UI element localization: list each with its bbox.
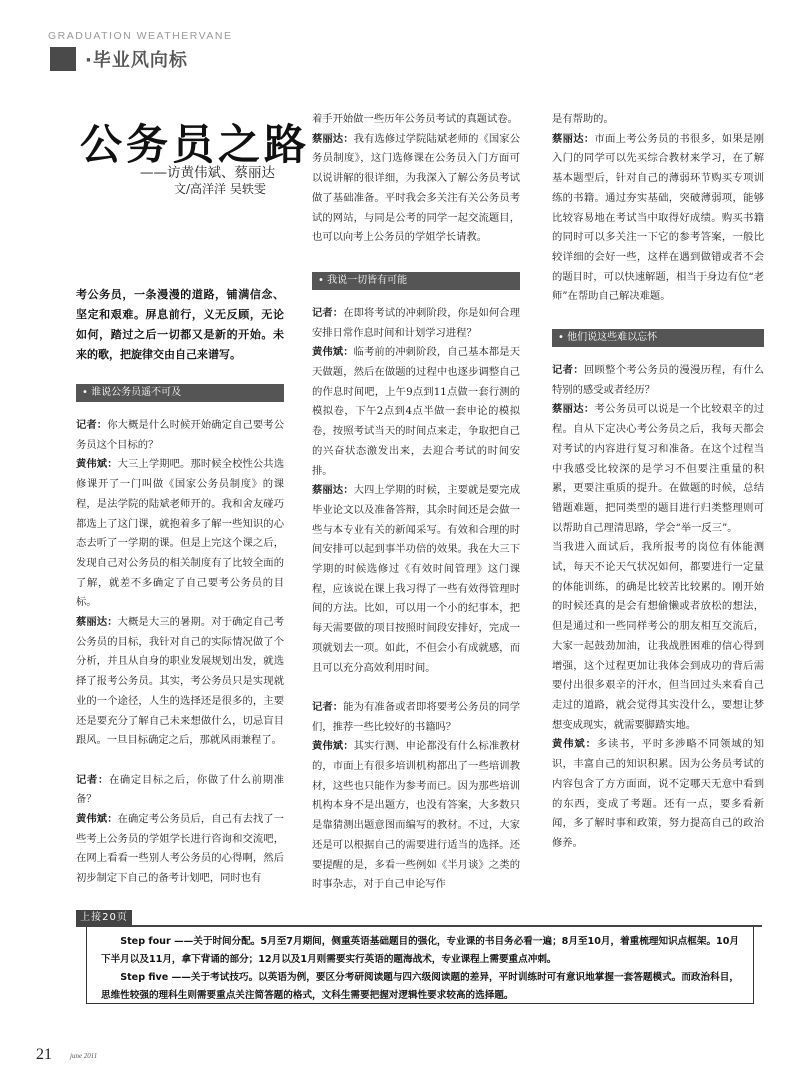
continued-from-tab: 上接20页 bbox=[76, 910, 132, 926]
continued-box bbox=[86, 927, 754, 1004]
paragraph: 着手开始做一些历年公务员考试的真题试卷。 bbox=[312, 113, 518, 125]
paragraph-text: 能为有准备或者即将要考公务员的同学们，推荐一些比较好的书籍吗？ bbox=[312, 700, 521, 733]
paragraph-text: 在确定目标之后，你做了什么前期准备？ bbox=[76, 773, 285, 806]
speaker: 黄伟斌： bbox=[552, 738, 597, 751]
column-2 bbox=[312, 110, 520, 895]
issue-date: june 2011 bbox=[70, 1052, 98, 1060]
speaker: 蔡丽达： bbox=[312, 484, 354, 497]
continued-paragraph: Step four ——关于时间分配。5月至7月期间，侧重英语基础题目的强化，专业课的书目务必看一遍；8月至10月，着重梳理知识点框架。10月下半月以及11月，拿下背诵的部分；12月以及1月则需要实行英语的题海战术，专业课程上需要重点冲刺。 bbox=[101, 936, 739, 965]
paragraph-text: 我有选修过学院陆斌老师的《国家公务员制度》，这门选修课在公务员入门方面可以说讲解的很详细，为我深入了解公务员考试做了基础准备。平时我会多关注有关公务员考试的网站，与同是公考的同学一起交流题目，也可以向考上公务员的学姐学长请教。 bbox=[312, 132, 521, 244]
paragraph bbox=[312, 130, 520, 248]
paragraph-text: 市面上考公务员的书很多，如果是刚入门的同学可以先买综合教材来学习，在了解基本题型后，针对自己的薄弱环节购买专项训练的书籍。通过夯实基础，突破薄弱项，能够比较容易地在考试当中取得好成绩。购买书籍的同时可以多关注一下它的参考答案，一般比较详细的会好一些，这样在遇到做错或者不会的题目时，可以快速解题，相当于身边有位“老师”在帮助自己解决难题。 bbox=[552, 132, 765, 303]
paragraph-text: 大三上学期吧。那时候全校性公共选修课开了一门叫做《国家公务员制度》的课程，是法学院的陆斌老师开的。我和舍友碰巧都选上了这门课，就抱着多了解一些知识的心态去听了一学期的课。但是上完这个课之后，发现自己对公务员的相关制度有了比较全面的了解，就差不多确定了自己要考公务员的目标。 bbox=[76, 458, 285, 609]
article-byline: 文/高洋洋 吴轶雯 bbox=[174, 182, 266, 196]
speaker: 记者： bbox=[76, 419, 108, 431]
paragraph: 是有帮助的。 bbox=[552, 113, 614, 125]
paragraph bbox=[552, 361, 764, 400]
paragraph bbox=[312, 304, 520, 343]
article-intro: 考公务员，一条漫漫的道路，铺满信念、坚定和艰难。屏息前行，义无反顾，无论如何，踏过之后一切都又是新的开始。未来的歌，把旋律交由自己来谱写。 bbox=[76, 288, 284, 361]
paragraph-text: 大四上学期的时候，主要就是要完成毕业论文以及准备答辩，其余时间还是会做一些与本专业有关的新闻采写。有效和合理的时间安排可以起到事半功倍的效果。我在大三下学期的时候选修过《有效时间管理》这门课程，应该说在课上我习得了一些有效得管理时间的方法。比如，可以用一个小的纪事本，把每天需要做的项目按照时间段安排好，完成一项就划去一项。如此，不但会小有成就感，而且可以充分高效利用时间。 bbox=[312, 484, 521, 674]
speaker: 黄伟斌： bbox=[76, 813, 118, 826]
section-label-cn: ·毕业风向标 bbox=[85, 50, 188, 71]
continued-paragraph: Step five ——关于考试技巧。以英语为例，要区分考研阅读题与四六级阅读题的差异，平时训练时可有意识地掌握一套答题模式。而政治科目，思维性较强的理科生则需要重点关注简答题的格式，文科生需要把握对逻辑性要求较高的选择题。 bbox=[101, 972, 739, 1001]
page-number: 21 bbox=[36, 1046, 52, 1063]
paragraph-text: 大概是大三的暑期。对于确定自己考公务员的目标，我针对自己的实际情况做了个分析，并且从自身的职业发展规划出发，就选择了报考公务员。其实，考公务员只是实现就业的一个途径，人生的选择还是很多的，主要还是要充分了解自己未来想做什么，切忌盲目跟风。一旦目标确定之后，那就风雨兼程了。 bbox=[76, 616, 285, 747]
section-heading: • 他们说这些难以忘怀 bbox=[552, 329, 764, 347]
speaker: 蔡丽达： bbox=[552, 403, 595, 416]
paragraph bbox=[76, 810, 284, 889]
speaker: 蔡丽达： bbox=[552, 132, 595, 145]
speaker: 黄伟斌： bbox=[312, 346, 354, 359]
paragraph-text: 回顾整个考公务员的漫漫历程，有什么特别的感受或者经历？ bbox=[552, 364, 765, 396]
paragraph-text: 临考前的冲刺阶段，自己基本都是天天做题，然后在做题的过程中也逐步调整自己的作息时间吧，上午9点到11点做一套行测的模拟卷，下午2点到4点半做一套申论的模拟卷，按照考试当天的时间点来走，争取把自己的兴奋状态激发出来，去迎合考试的时间安排。 bbox=[312, 346, 521, 477]
paragraph-text: 考公务员可以说是一个比较艰辛的过程。自从下定决心考公务员之后，我每天都会对考试的内容进行复习和准备。在这个过程当中我感受比较深的是学习不但要注重量的积累，更要注重质的提升。在做题的时候，总结错题难题，把同类型的题目进行归类整理则可以帮助自己理清思路，学会“举一反三”。 bbox=[552, 403, 765, 534]
paragraph bbox=[76, 455, 284, 613]
paragraph bbox=[76, 613, 284, 751]
column-3 bbox=[552, 110, 764, 854]
paragraph bbox=[552, 130, 764, 307]
paragraph-text: 在确定考公务员后，自己有去找了一些考上公务员的学姐学长进行咨询和交流吧，在网上看看一些别人考公务员的心得啊，然后初步制定下自己的备考计划吧，同时也有 bbox=[76, 813, 285, 885]
speaker: 记者： bbox=[552, 364, 584, 377]
speaker: 黄伟斌： bbox=[76, 458, 118, 471]
paragraph bbox=[76, 416, 284, 455]
paragraph bbox=[312, 343, 520, 481]
section-heading: • 我说一切皆有可能 bbox=[312, 272, 520, 290]
paragraph-text: 多读书，平时多涉略不同领域的知识，丰富自己的知识积累。因为公务员考试的内容包含了方方面面，说不定哪天无意中看到的东西，变成了考题。还有一点，要多看新闻，多了解时事和政策，努力提高自己的政治修养。 bbox=[552, 738, 765, 849]
paragraph-text: 你大概是什么时候开始确定自己要考公务员这个目标的？ bbox=[76, 419, 285, 451]
paragraph bbox=[552, 735, 764, 853]
paragraph bbox=[76, 771, 284, 810]
paragraph bbox=[312, 481, 520, 678]
paragraph-text: 在即将考试的冲刺阶段，你是如何合理安排日常作息时间和计划学习进程？ bbox=[312, 306, 521, 339]
paragraph-text: 其实行测、申论都没有什么标准教材的，市面上有很多培训机构都出了一些培训教材，这些也只能作为参考而已。因为那些培训机构本身不是出题方，也没有答案，大多数只是靠猜测出题意图而编写的教材。不过，大家还是可以根据自己的需要进行适当的选择。还要提醒的是，多看一些例如《半月谈》之类的时事杂志，对于自己申论写作 bbox=[312, 740, 521, 891]
speaker: 记者： bbox=[312, 700, 344, 713]
speaker: 蔡丽达： bbox=[312, 132, 354, 145]
section-heading: • 谁说公务员遥不可及 bbox=[76, 384, 284, 402]
column-1 bbox=[76, 374, 284, 889]
speaker: 蔡丽达： bbox=[76, 616, 118, 629]
speaker: 记者： bbox=[76, 773, 109, 786]
speaker: 记者： bbox=[312, 306, 344, 319]
article-title: 公务员之路 bbox=[80, 120, 311, 169]
section-marker bbox=[50, 47, 76, 71]
paragraph bbox=[312, 737, 520, 895]
paragraph bbox=[552, 400, 764, 538]
speaker: 黄伟斌： bbox=[312, 740, 354, 753]
article-subtitle: ——访黄伟斌、蔡丽达 bbox=[140, 165, 275, 181]
paragraph bbox=[312, 698, 520, 737]
section-label-en: GRADUATION WEATHERVANE bbox=[48, 30, 233, 42]
paragraph: 当我进入面试后，我所报考的岗位有体能测试，每天不论天气状况如何，都要进行一定量的体能训练，的确是比较苦比较累的。刚开始的时候还真的是会有想偷懒或者放松的想法，但是通过和一些同样考公的朋友相互交流后，大家一起鼓劲加油，让我战胜困难的信心得到增强，这个过程更加让我体会到成功的背后需要付出很多艰辛的汗水，但当回过头来看自己走过的道路，就会觉得其实没什么，要想让梦想变成现实，就需要脚踏实地。 bbox=[552, 541, 764, 731]
